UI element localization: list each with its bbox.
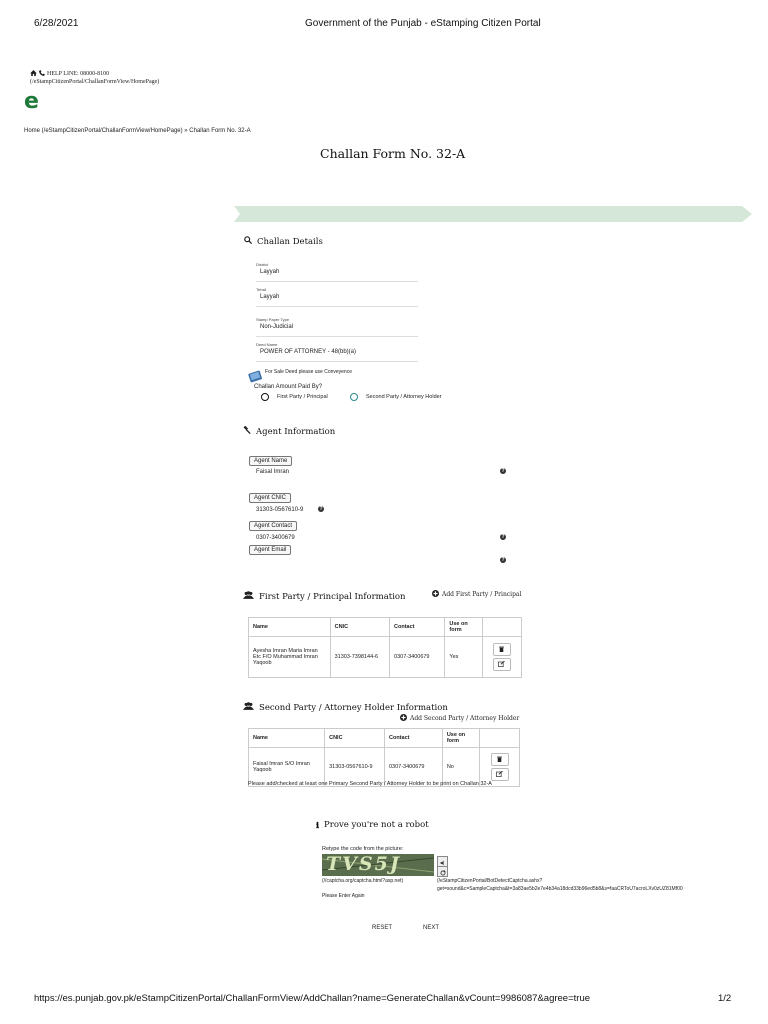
trash-icon: [499, 646, 504, 654]
col-name: Name: [249, 618, 331, 637]
agent-cnic-label: Agent CNIC: [249, 493, 291, 503]
row-cnic: 31303-0567610-9: [325, 748, 385, 787]
paid-by-label: Challan Amount Paid By?: [254, 384, 323, 390]
breadcrumb[interactable]: Home (/eStampCitizenPortal/ChallanFormView/HomePage) » Challan Form No. 32-A: [24, 128, 251, 134]
challan-details-title: Challan Details: [257, 236, 323, 247]
page-number: 1/2: [718, 993, 732, 1004]
col-actions: [480, 729, 520, 748]
row-actions: [482, 637, 521, 678]
stamp-paper-type-field[interactable]: [256, 317, 418, 337]
agent-name-label: Agent Name: [249, 456, 292, 466]
agent-cnic-help-icon[interactable]: ?: [319, 506, 323, 512]
footer-url: https://es.punjab.gov.pk/eStampCitizenPortal/ChallanFormView/AddChallan?name=GenerateChallan&vCount=9986087&agree=true: [34, 993, 591, 1004]
col-use-on-form: Use on form: [442, 729, 480, 748]
challan-details-header: [244, 236, 323, 247]
edit-button[interactable]: [493, 658, 511, 671]
estamp-logo[interactable]: e: [24, 89, 39, 114]
agent-name-help-icon[interactable]: ?: [501, 468, 505, 474]
agent-info-header: [243, 426, 335, 437]
first-party-option-label: First Party / Principal: [277, 394, 328, 400]
plus-circle-icon: [400, 714, 407, 723]
paid-by-first-party[interactable]: [261, 393, 328, 401]
help-line-text: HELP LINE: 08000-8100: [47, 71, 110, 77]
col-actions: [482, 618, 521, 637]
captcha-title: Prove you're not a robot: [324, 820, 429, 830]
table-row: [249, 637, 522, 678]
print-title: Government of the Punjab - eStamping Citizen Portal: [305, 18, 541, 29]
captcha-code: TVS5J: [326, 854, 401, 875]
paid-by-second-party[interactable]: [350, 393, 442, 401]
print-date: 6/28/2021: [34, 18, 79, 29]
second-party-option-label: Second Party / Attorney Holder: [366, 394, 442, 400]
trash-icon: [497, 756, 502, 764]
tehsil-label: Tehsil: [256, 287, 267, 292]
col-contact: Contact: [384, 729, 442, 748]
col-cnic: CNIC: [325, 729, 385, 748]
first-party-title: First Party / Principal Information: [259, 591, 406, 602]
first-party-table: [248, 617, 522, 678]
first-party-header: [243, 591, 406, 602]
conveyence-note-text: For Sale Deed please use Conveyence: [265, 369, 352, 375]
info-icon: ℹ: [316, 820, 320, 830]
agent-contact-label: Agent Contact: [249, 521, 297, 531]
users-icon: [243, 591, 254, 602]
row-use: Yes: [445, 637, 482, 678]
deed-name-field[interactable]: [256, 342, 418, 362]
add-second-party-button[interactable]: [400, 714, 519, 723]
add-first-party-label: Add First Party / Principal: [442, 591, 522, 598]
agent-contact-value[interactable]: 0307-3400679: [256, 535, 295, 541]
search-icon: [244, 236, 252, 247]
row-cnic: 31303-7398144-6: [330, 637, 389, 678]
tehsil-field[interactable]: [256, 287, 418, 307]
district-field[interactable]: [256, 262, 418, 282]
district-label: District: [256, 262, 269, 267]
agent-name-value[interactable]: Faisal Imran: [256, 469, 290, 475]
row-contact: 0307-3400679: [390, 637, 445, 678]
captcha-link[interactable]: (//captcha.org/captcha.html?asp.net): [322, 878, 404, 884]
col-cnic: CNIC: [330, 618, 389, 637]
col-use-on-form: Use on form: [445, 618, 482, 637]
home-icon[interactable]: [30, 70, 37, 78]
captcha-image: [322, 854, 434, 876]
second-party-header: [243, 702, 448, 713]
radio-first-party[interactable]: [261, 393, 269, 401]
delete-button[interactable]: [493, 643, 511, 656]
row-name: Faisal Imran S/O Imran Yaqoob: [249, 748, 325, 787]
stamp-paper-type-value: Non-Judicial: [260, 324, 294, 330]
page-title: Challan Form No. 32-A: [320, 146, 466, 161]
reset-button[interactable]: RESET: [372, 925, 393, 931]
agent-cnic-value[interactable]: 31303-0567610-9: [256, 507, 304, 513]
phone-icon: [39, 70, 45, 78]
second-party-title: Second Party / Attorney Holder Information: [259, 702, 448, 713]
second-party-table: [248, 728, 520, 787]
deed-name-value: POWER OF ATTORNEY - 48(bb)(a): [260, 349, 357, 355]
captcha-prompt: Retype the code from the picture:: [322, 846, 404, 852]
delete-button[interactable]: [491, 753, 509, 766]
table-header-row: [249, 618, 522, 637]
table-header-row: [249, 729, 520, 748]
gavel-icon: [243, 426, 251, 437]
users-icon: [243, 702, 254, 713]
row-name: Ayesha Imran Maria Imran Etc F/O Muhammad Imran Yaqoob: [249, 637, 331, 678]
agent-contact-help-icon[interactable]: ?: [501, 534, 505, 540]
radio-second-party[interactable]: [350, 393, 358, 401]
district-value: Layyah: [260, 269, 280, 275]
row-contact: 0307-3400679: [384, 748, 442, 787]
agent-email-label: Agent Email: [249, 545, 291, 555]
col-contact: Contact: [390, 618, 445, 637]
next-button[interactable]: NEXT: [423, 925, 440, 931]
row-use: No: [442, 748, 480, 787]
agent-email-help-icon[interactable]: ?: [501, 557, 505, 563]
captcha-sound-link[interactable]: (/eStampCitizenPortal/BotDetectCaptcha.ashx?get=sound&c=SampleCaptcha&t=3a83ae5b2e7e4b34a18dcd33b96ed5b8&s=faaCRToU7acroLXv0zUZ81Mf00: [437, 878, 683, 892]
home-link[interactable]: (/eStampCitizenPortal/ChallanFormView/HomePage): [30, 79, 160, 85]
captcha-header: [316, 820, 429, 830]
tehsil-value: Layyah: [260, 294, 280, 300]
captcha-reload-button[interactable]: [437, 866, 448, 877]
edit-icon: [498, 661, 505, 669]
stamp-paper-type-label: Stamp Paper Type: [256, 317, 290, 322]
col-name: Name: [249, 729, 325, 748]
captcha-error: Please Enter Again: [322, 893, 365, 899]
help-line[interactable]: [30, 70, 109, 78]
second-party-note: Please add/checked at least one Primary Second Party / Attorney Holder to be print on Challan 32-A: [248, 781, 492, 787]
plus-circle-icon: [432, 590, 439, 599]
agent-info-title: Agent Information: [256, 426, 336, 437]
add-first-party-button[interactable]: [432, 590, 521, 599]
deed-name-label: Deed Name: [256, 342, 278, 347]
progress-arrow: [234, 204, 754, 229]
edit-icon: [496, 771, 503, 779]
add-second-party-label: Add Second Party / Attorney Holder: [410, 715, 520, 722]
